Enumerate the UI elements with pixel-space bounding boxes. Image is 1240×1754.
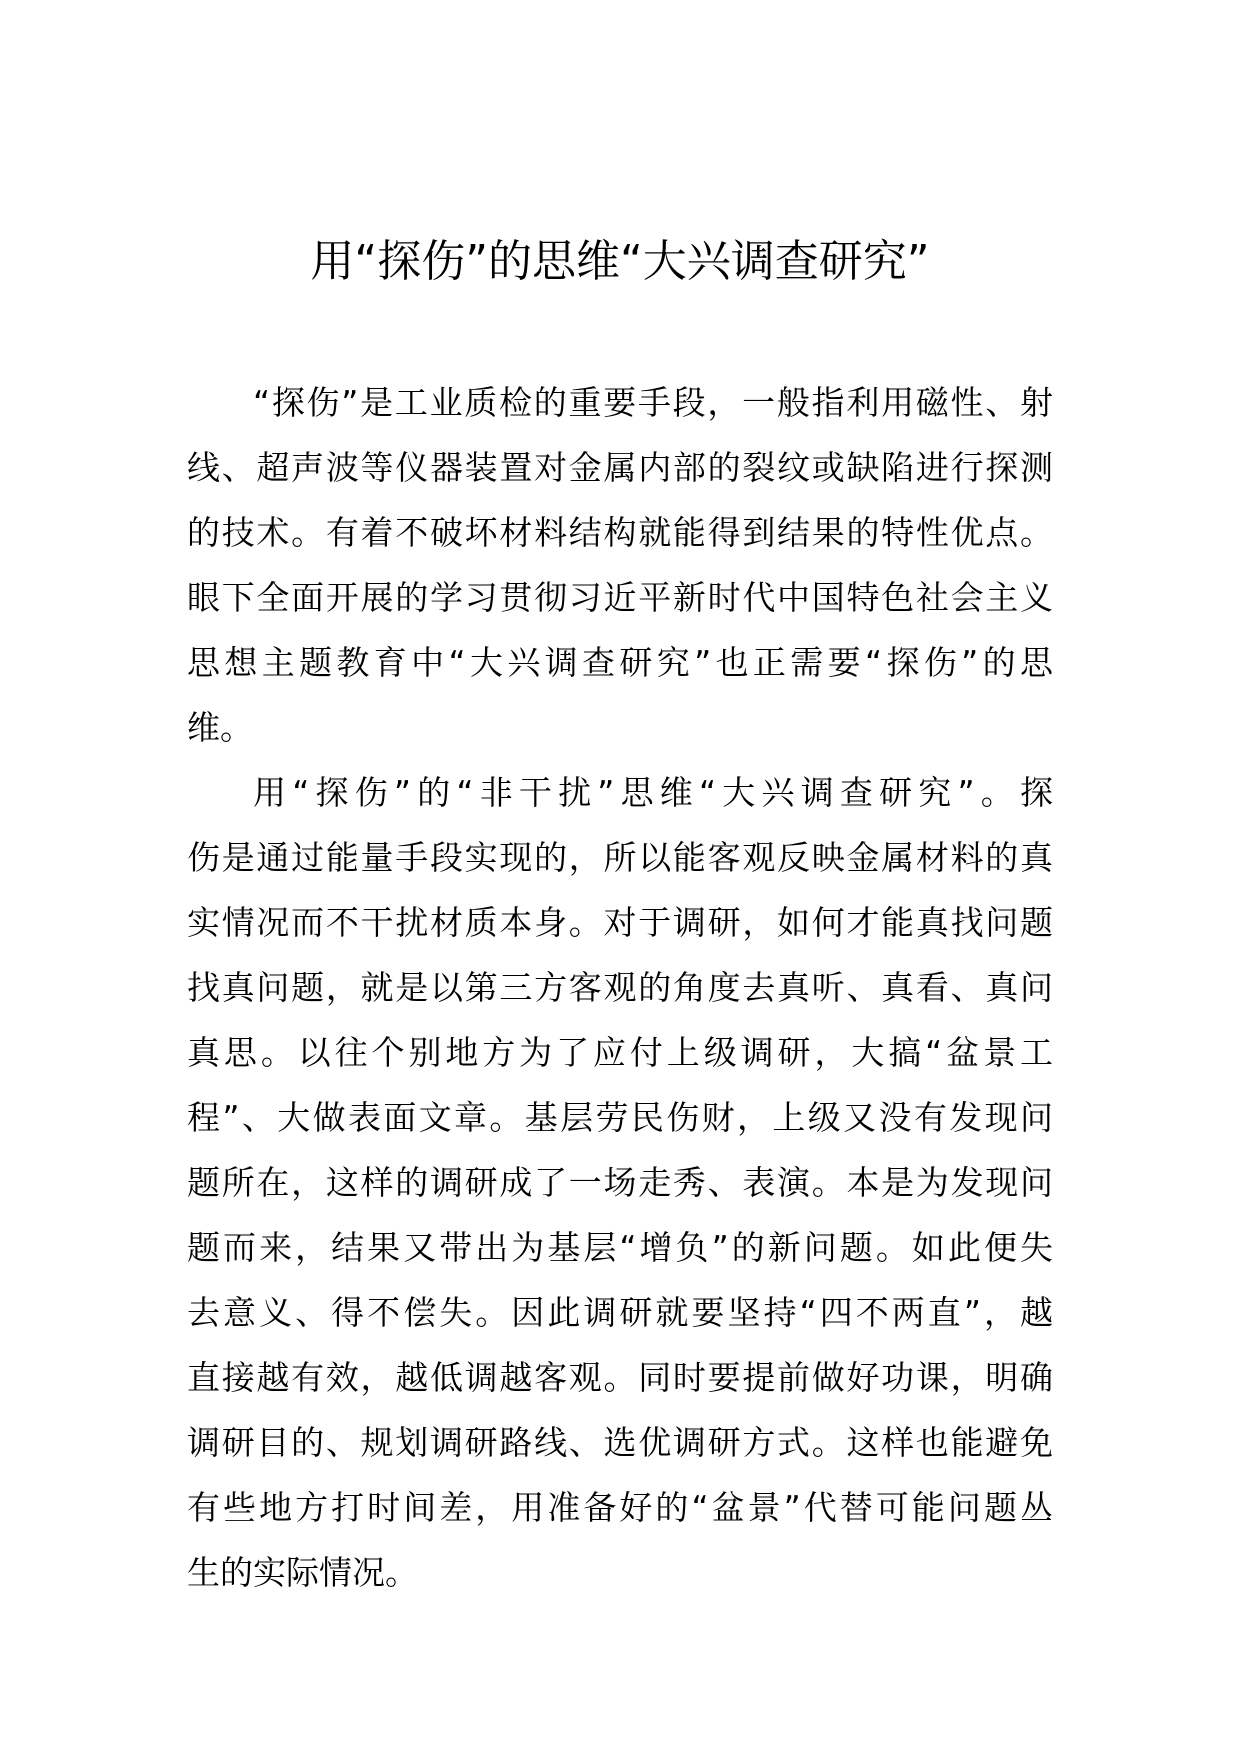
text-line: 思想主题教育中“大兴调查研究”也正需要“探伤”的思 [187,643,1053,682]
text-line: 实情况而不干扰材质本身。对于调研，如何才能真找问题 [187,903,1053,942]
text-line: 调研目的、规划调研路线、选优调研方式。这样也能避免 [187,1423,1053,1462]
text-line: 眼下全面开展的学习贯彻习近平新时代中国特色社会主义 [187,578,1053,617]
text-line: 找真问题，就是以第三方客观的角度去真听、真看、真问 [187,968,1053,1007]
text-line: 用“探伤”的“非干扰”思维“大兴调查研究”。探 [253,773,1053,812]
text-line: 有些地方打时间差，用准备好的“盆景”代替可能问题丛 [187,1488,1053,1527]
text-line: 伤是通过能量手段实现的，所以能客观反映金属材料的真 [187,838,1053,877]
document-title: 用“探伤”的思维“大兴调查研究” [310,236,930,287]
text-line: 维。 [187,708,253,747]
text-line: 去意义、得不偿失。因此调研就要坚持“四不两直”，越 [187,1293,1053,1332]
text-line: 题而来，结果又带出为基层“增负”的新问题。如此便失 [187,1228,1053,1267]
text-line: 真思。以往个别地方为了应付上级调研，大搞“盆景工 [187,1033,1053,1072]
text-line: “探伤”是工业质检的重要手段，一般指利用磁性、射 [253,383,1053,422]
document-body [187,370,1053,1605]
text-line: 生的实际情况。 [187,1553,418,1592]
paragraph-2 [187,760,1053,1605]
text-line: 题所在，这样的调研成了一场走秀、表演。本是为发现问 [187,1163,1053,1202]
text-line: 程”、大做表面文章。基层劳民伤财，上级又没有发现问 [187,1098,1053,1137]
text-line: 的技术。有着不破坏材料结构就能得到结果的特性优点。 [187,513,1053,552]
text-line: 线、超声波等仪器装置对金属内部的裂纹或缺陷进行探测 [187,448,1053,487]
paragraph-1 [187,370,1053,760]
text-line: 直接越有效，越低调越客观。同时要提前做好功课，明确 [187,1358,1053,1397]
